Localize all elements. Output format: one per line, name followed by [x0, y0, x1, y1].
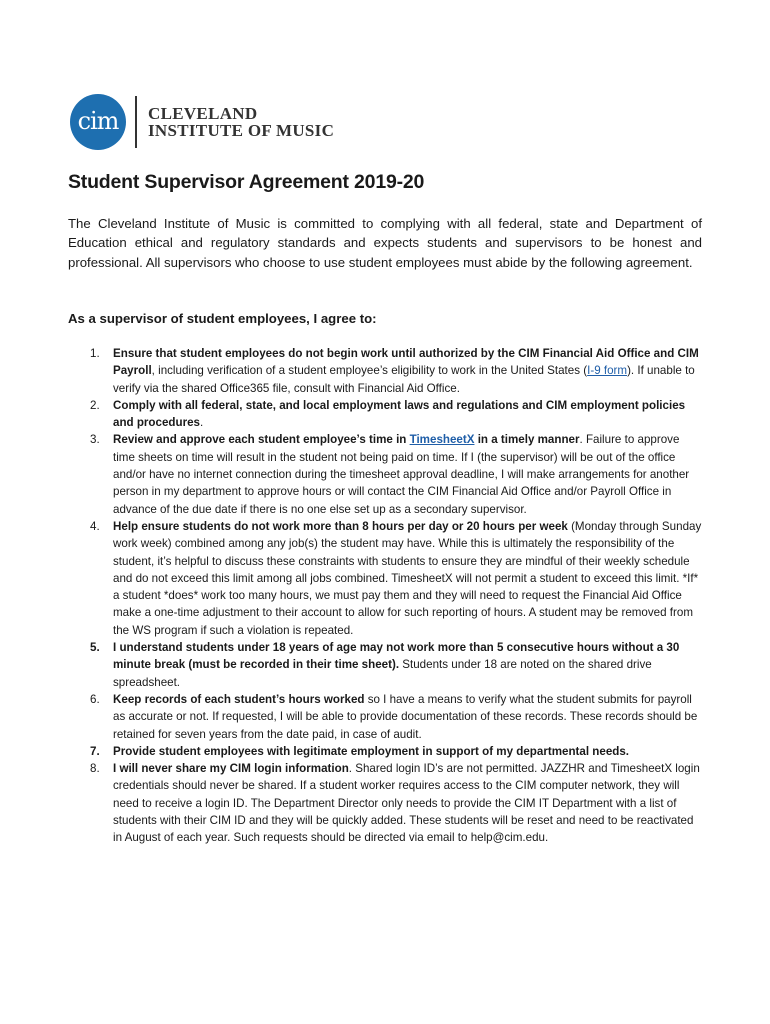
cim-logo [70, 90, 334, 154]
item-text: . Shared login ID’s are not permitted. JAZZHR and TimesheetX login credentials should never be shared. If a student worker requires access to the CIM computer network, they will need to receive a login ID. The Department Director only needs to provide the CIM IT Department with a list of students with their CIM ID and they will be quickly added. These students will be reset and need to be reactivated in August of each year. Such requests should be directed via email to help@cim.edu. [113, 762, 700, 845]
item-bold-text: Help ensure students do not work more than 8 hours per day or 20 hours per week [113, 519, 568, 533]
item-number: 2. [90, 398, 100, 412]
agreement-item-3 [68, 431, 702, 517]
agreement-item-6 [68, 691, 702, 743]
item-number: 5. [90, 641, 100, 655]
agreement-item-8 [68, 760, 702, 846]
logo-line-2: INSTITUTE OF MUSIC [148, 121, 335, 140]
agreement-item-1 [68, 345, 702, 397]
item-bold-text: Comply with all federal, state, and local employment laws and regulations and CIM employment policies and procedures [113, 398, 686, 430]
item-bold-text: I understand students under 18 years of age may not work more than 5 consecutive hours without a 30 minute break (must be recorded in their time sheet). [113, 641, 680, 672]
page-title: Student Supervisor Agreement 2019-20 [68, 171, 425, 193]
item-text: (Monday through Sunday work week) combined among any job(s) the student may have. While this is ultimately the responsibility of the student, it’s helpful to discuss these constraints with students to ensure they are mindful of their weekly schedule and do not exceed this limit among all jobs combined. TimesheetX will not permit a student to exceed this limit. *If* a student *does* work too many hours, we must pay them and they will need to request the Financial Aid Office make a one-time adjustment to their account to allow for such reporting of hours. A student may be removed from the WS program if such a violation is repeated. [113, 519, 702, 637]
cim-logo-mark [70, 94, 126, 150]
agreement-item-7 [68, 743, 702, 760]
item-number: 6. [90, 692, 100, 706]
item-text: so I have a means to verify what the student submits for payroll as accurate or not. If requested, I will be able to provide documentation of these records. These records should be retained for seven years from the date paid, in case of audit. [113, 692, 698, 741]
item-number: 1. [90, 347, 100, 360]
agreement-item-4 [68, 518, 702, 639]
item-bold-text: I will never share my CIM login information [113, 762, 349, 776]
item-number: 7. [90, 744, 100, 758]
agreement-item-5 [68, 639, 702, 691]
cim-logo-mark-text: cim [77, 106, 119, 135]
agreement-list [68, 345, 702, 847]
agreement-subheading: As a supervisor of student employees, I agree to: [68, 311, 377, 326]
intro-paragraph: The Cleveland Institute of Music is committed to complying with all federal, state and Department of Education ethical and regulatory standards and expects students and supervisors to be honest and professional. All supervisors who choose to use student employees must abide by the following agreement. [68, 216, 702, 270]
item-text: . [199, 416, 204, 430]
item-bold-text: Keep records of each student’s hours worked [113, 692, 365, 706]
item-bold-text: Review and approve each student employee’s time in [113, 433, 410, 447]
item-number: 4. [90, 519, 100, 533]
agreement-item-2 [68, 397, 702, 432]
item-number: 8. [90, 762, 100, 776]
item-text: Students under 18 are noted on the shared drive spreadsheet. [113, 658, 652, 689]
logo-line-1: CLEVELAND [148, 104, 258, 123]
item-bold-text: Ensure that student employees do not begin work until authorized by the CIM Financial Aid Office and CIM Payroll [113, 347, 699, 378]
item-text: , including verification of a student employee’s eligibility to work in the United States ( [151, 364, 588, 378]
item-bold-text: in a timely manner [474, 433, 580, 447]
logo-wordmark [148, 105, 334, 139]
i9-form-link[interactable]: I-9 form [587, 364, 628, 378]
item-text: . Failure to approve time sheets on time will result in the student not being paid on time. If I (the supervisor) will be out of the office and/or have no internet connection during the timesheet approval deadline, I will make arrangements for another person in my department to approve hours or will contact the CIM Financial Aid Office and/or Payroll Office in advance of the due date if there is no one else set up as a secondary supervisor. [113, 433, 690, 516]
item-bold-text: Provide student employees with legitimate employment in support of my departmental needs. [113, 744, 630, 758]
item-number: 3. [90, 433, 100, 447]
logo-divider [135, 96, 137, 148]
timesheetx-link[interactable]: TimesheetX [409, 433, 475, 447]
item-text: ). If unable to verify via the shared Office365 file, consult with Financial Aid Office. [113, 364, 695, 395]
